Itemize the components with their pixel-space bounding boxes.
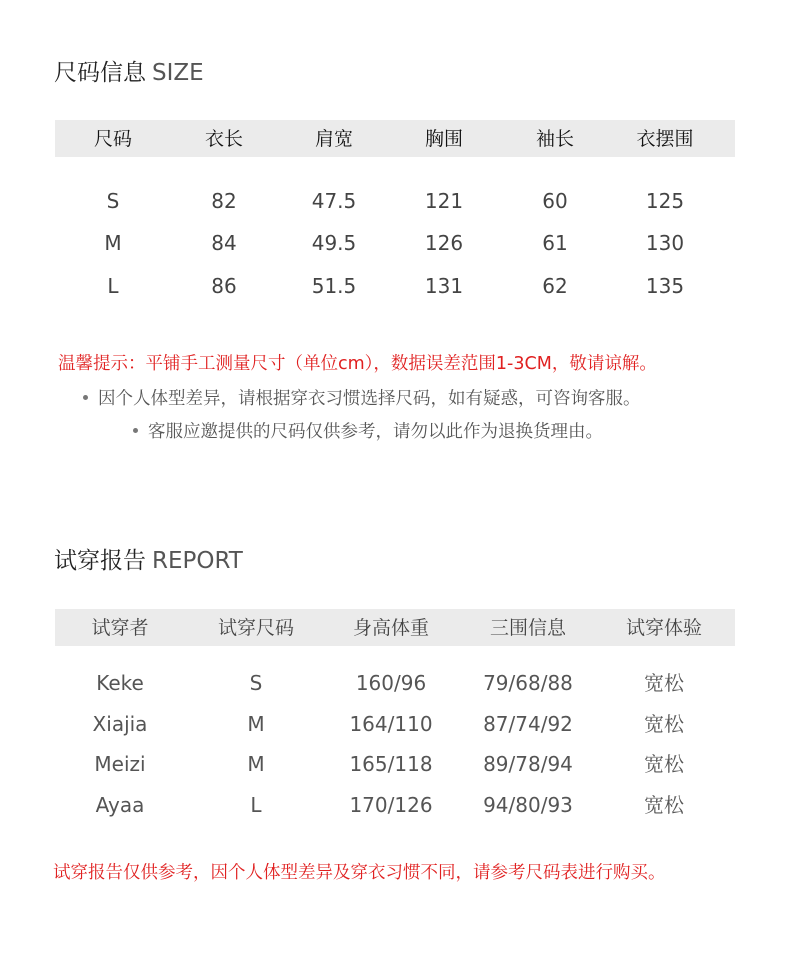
size-cell: 121 — [424, 189, 464, 213]
report-title-en: REPORT — [152, 548, 243, 574]
size-cell: 125 — [645, 189, 685, 213]
size-table-header — [55, 120, 735, 157]
report-cell: 宽松 — [644, 752, 684, 776]
report-section-title — [54, 546, 243, 576]
size-header-hem: 衣摆围 — [636, 128, 694, 150]
size-header-chest: 胸围 — [424, 128, 464, 150]
report-cell: 89/78/94 — [483, 752, 573, 776]
size-cell: 51.5 — [311, 274, 357, 298]
report-header-fit: 试穿体验 — [625, 617, 703, 639]
report-disclaimer: 试穿报告仅供参考，因个人体型差异及穿衣习惯不同，请参考尺码表进行购买。 — [53, 863, 666, 883]
report-header-height-weight: 身高体重 — [352, 617, 430, 639]
size-cell: 130 — [645, 231, 685, 255]
size-header-length: 衣长 — [204, 128, 244, 150]
report-cell: 165/118 — [349, 752, 433, 776]
size-section-title — [54, 58, 204, 88]
report-cell: Ayaa — [95, 793, 145, 817]
size-title-en: SIZE — [152, 60, 204, 86]
size-cell: 82 — [211, 189, 237, 213]
report-cell: 79/68/88 — [483, 671, 573, 695]
bullet-icon — [83, 395, 88, 400]
size-note-2-text: 客服应邀提供的尺码仅供参考，请勿以此作为退换货理由。 — [148, 422, 603, 442]
size-cell: L — [107, 274, 119, 298]
report-cell: M — [247, 752, 265, 776]
report-cell: Xiajia — [92, 712, 148, 736]
size-note-1-text: 因个人体型差异，请根据穿衣习惯选择尺码，如有疑惑，可咨询客服。 — [98, 389, 641, 409]
size-cell: 61 — [542, 231, 568, 255]
report-cell: 宽松 — [644, 671, 684, 695]
report-cell: S — [249, 671, 263, 695]
size-note-2 — [133, 420, 603, 444]
report-cell: 164/110 — [349, 712, 433, 736]
report-title-cn: 试穿报告 — [54, 548, 146, 574]
size-title-cn: 尺码信息 — [54, 60, 146, 86]
size-note-1 — [83, 387, 641, 411]
report-cell: Keke — [96, 671, 144, 695]
report-header-measurements: 三围信息 — [489, 617, 567, 639]
measurement-note: 温馨提示：平铺手工测量尺寸（单位cm），数据误差范围1-3CM，敬请谅解。 — [58, 354, 657, 374]
size-cell: S — [106, 189, 120, 213]
size-cell: 131 — [424, 274, 464, 298]
report-cell: L — [250, 793, 262, 817]
report-cell: Meizi — [94, 752, 146, 776]
report-cell: 160/96 — [355, 671, 427, 695]
bullet-icon — [133, 428, 138, 433]
size-cell: 49.5 — [311, 231, 357, 255]
report-cell: 宽松 — [644, 793, 684, 817]
report-cell: 94/80/93 — [483, 793, 573, 817]
report-header-size: 试穿尺码 — [217, 617, 295, 639]
report-cell: 宽松 — [644, 712, 684, 736]
size-cell: 62 — [542, 274, 568, 298]
size-cell: 60 — [542, 189, 568, 213]
report-cell: M — [247, 712, 265, 736]
size-cell: 47.5 — [311, 189, 357, 213]
report-cell: 87/74/92 — [483, 712, 573, 736]
size-header-sleeve: 袖长 — [535, 128, 575, 150]
size-header-shoulder: 肩宽 — [314, 128, 354, 150]
size-cell: 84 — [211, 231, 237, 255]
size-cell: 126 — [424, 231, 464, 255]
size-cell: 86 — [211, 274, 237, 298]
size-cell: 135 — [645, 274, 685, 298]
report-cell: 170/126 — [349, 793, 433, 817]
size-cell: M — [104, 231, 122, 255]
report-header-tester: 试穿者 — [91, 617, 149, 639]
size-header-size: 尺码 — [93, 128, 133, 150]
